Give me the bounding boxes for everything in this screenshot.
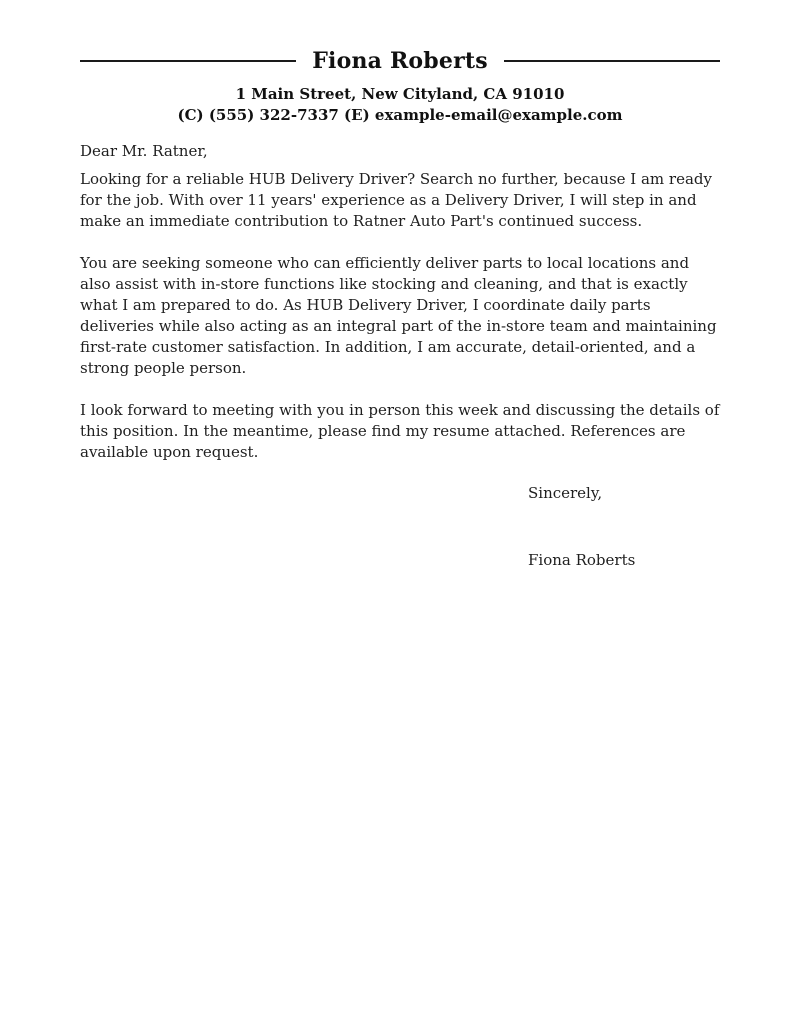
signature-block bbox=[80, 483, 720, 571]
paragraph-closing: I look forward to meeting with you in person this week and discussing the details of this position. In the meantime, please find my resume attached. References are available upon request. bbox=[80, 401, 720, 461]
header-rule-right bbox=[504, 60, 720, 62]
valediction: Sincerely, bbox=[528, 484, 603, 502]
paragraph-qualifications: You are seeking someone who can efficiently deliver parts to local locations and also assist with in-store functions like stocking and cleaning, and that is exactly what I am prepared to do. As HUB Delivery Driver, I coordinate daily parts deliveries while also acting as an integral part of the in-store team and maintaining first-rate customer satisfaction. In addition, I am accurate, detail-oriented, and a strong people person. bbox=[80, 254, 717, 377]
phone-email-line: (C) (555) 322-7337 (E) example-email@example.com bbox=[177, 106, 623, 124]
letter-body bbox=[80, 141, 720, 463]
letter-header bbox=[80, 48, 720, 74]
header-rule-left bbox=[80, 60, 296, 62]
signature-name: Fiona Roberts bbox=[528, 551, 636, 569]
street-address: 1 Main Street, New Cityland, CA 91010 bbox=[235, 85, 565, 103]
salutation: Dear Mr. Ratner, bbox=[80, 142, 208, 160]
paragraph-intro: Looking for a reliable HUB Delivery Driver? Search no further, because I am ready for the job. With over 11 years' experience as a Delivery Driver, I will step in and make an immediate contribution to Ratner Auto Part's continued success. bbox=[80, 170, 712, 230]
letter-author-name: Fiona Roberts bbox=[312, 48, 488, 74]
